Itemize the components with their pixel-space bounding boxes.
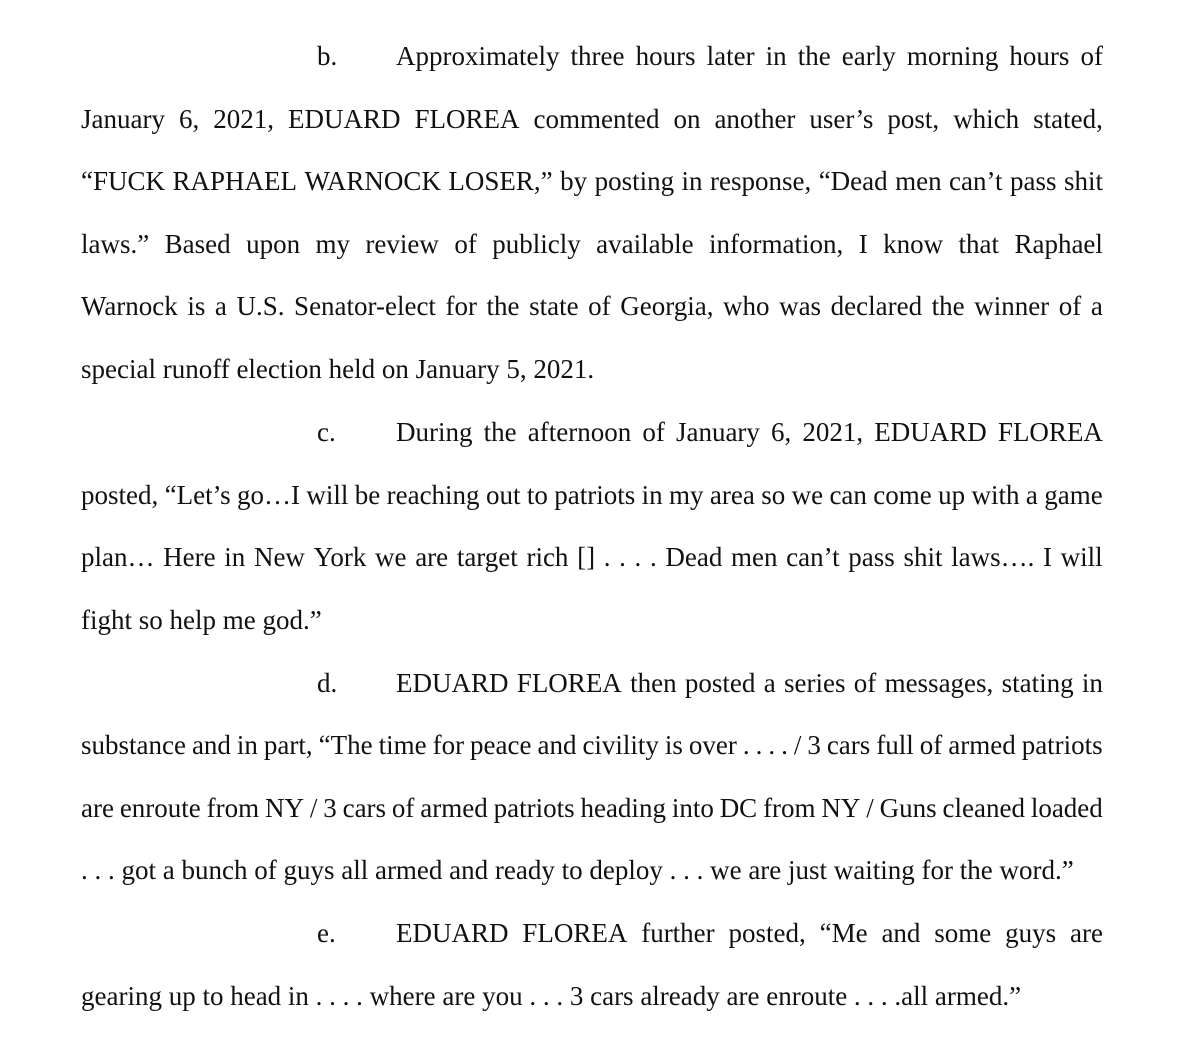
paragraph-c-marker: c. — [317, 417, 336, 447]
paragraph-d-line-4: . . . got a bunch of guys all armed and ready to deploy . . . we are just waiting for the word.” — [81, 855, 1074, 885]
paragraph-d-marker: d. — [317, 668, 338, 698]
paragraph-c-line-1-row — [81, 412, 1103, 452]
paragraph-e-line-1-row — [81, 913, 1103, 953]
paragraph-b-line-2: January 6, 2021, EDUARD FLOREA commented on another user’s post, which stated, — [81, 104, 1103, 134]
paragraph-b-line-6: special runoff election held on January 5, 2021. — [81, 354, 595, 384]
paragraph-d-line-2: substance and in part, “The time for peace and civility is over . . . . / 3 cars full of armed patriots — [81, 730, 1103, 760]
paragraph-c-line-1: During the afternoon of January 6, 2021, EDUARD FLOREA — [396, 417, 1103, 447]
paragraph-b-line-4: laws.” Based upon my review of publicly available information, I know that Raphael — [81, 229, 1103, 259]
paragraph-b-line-3: “FUCK RAPHAEL WARNOCK LOSER,” by posting in response, “Dead men can’t pass shit — [81, 166, 1103, 196]
paragraph-e-line-2: gearing up to head in . . . . where are you . . . 3 cars already are enroute . . . .all armed.” — [81, 981, 1022, 1011]
paragraph-c-line-3: plan… Here in New York we are target rich [] . . . . Dead men can’t pass shit laws…. I will — [81, 542, 1103, 572]
paragraph-e-marker: e. — [317, 918, 336, 948]
paragraph-b-marker: b. — [317, 41, 338, 71]
paragraph-b-line-1: Approximately three hours later in the early morning hours of — [396, 41, 1103, 71]
paragraph-c-line-2: posted, “Let’s go…I will be reaching out to patriots in my area so we can come up with a game — [81, 480, 1103, 510]
paragraph-d-line-3: are enroute from NY / 3 cars of armed patriots heading into DC from NY / Guns cleaned loaded — [81, 793, 1103, 823]
paragraph-e-line-1: EDUARD FLOREA further posted, “Me and some guys are — [396, 918, 1103, 948]
paragraph-d-line-1-row — [81, 663, 1103, 703]
paragraph-b-line-5: Warnock is a U.S. Senator-elect for the state of Georgia, who was declared the winner of a — [81, 291, 1103, 321]
paragraph-b-line-1-row — [81, 36, 1103, 76]
paragraph-d-line-1: EDUARD FLOREA then posted a series of messages, stating in — [396, 668, 1103, 698]
paragraph-c-line-4: fight so help me god.” — [81, 605, 322, 635]
